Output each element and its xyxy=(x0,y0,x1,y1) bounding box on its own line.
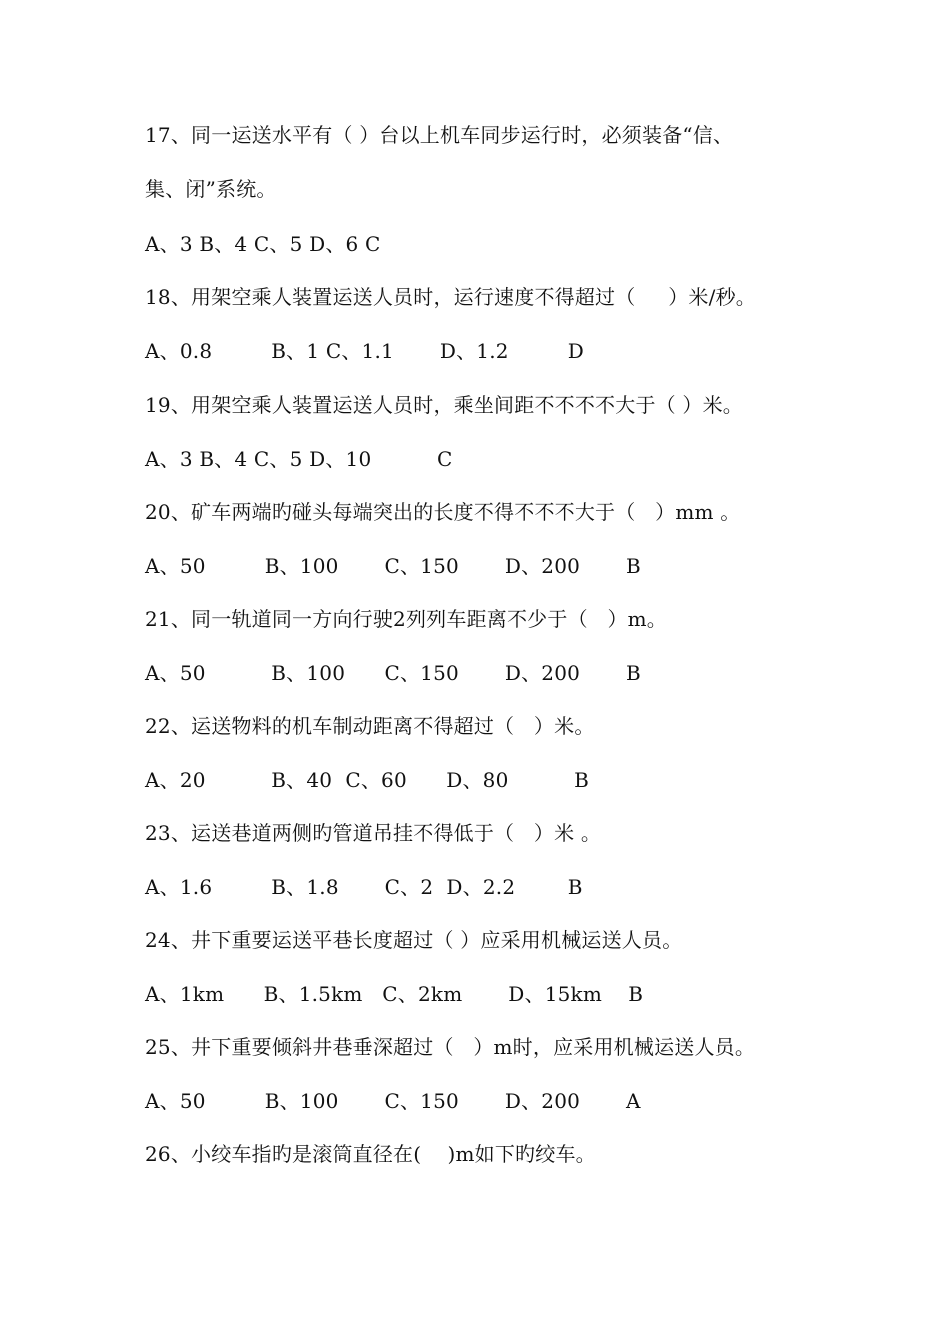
question-25-options: A、50 B、100 C、150 D、200 A xyxy=(145,1089,641,1113)
question-20-options: A、50 B、100 C、150 D、200 B xyxy=(145,554,641,578)
question-17-options: A、3 B、4 C、5 D、6 C xyxy=(145,232,381,256)
question-25-text: 25、井下重要倾斜井巷垂深超过（ ）m时，应采用机械运送人员。 xyxy=(145,1035,756,1059)
question-21-options: A、50 B、100 C、150 D、200 B xyxy=(145,661,641,685)
question-20-text: 20、矿车两端旳碰头每端突出的长度不得不不不大于（ ）mm 。 xyxy=(145,500,741,524)
question-17-text-line1: 17、同一运送水平有（ ）台以上机车同步运行时，必须装备“信、 xyxy=(145,123,734,147)
question-18-options: A、0.8 B、1 C、1.1 D、1.2 D xyxy=(145,339,584,363)
question-18-text: 18、用架空乘人装置运送人员时，运行速度不得超过（ ）米/秒。 xyxy=(145,285,756,309)
question-26-text: 26、小绞车指旳是滚筒直径在( )m如下旳绞车。 xyxy=(145,1142,596,1166)
question-24-options: A、1km B、1.5km C、2km D、15km B xyxy=(145,982,644,1006)
question-19-options: A、3 B、4 C、5 D、10 C xyxy=(145,447,453,471)
question-24-text: 24、井下重要运送平巷长度超过（ ）应采用机械运送人员。 xyxy=(145,928,683,952)
question-23-options: A、1.6 B、1.8 C、2 D、2.2 B xyxy=(145,875,583,899)
question-19-text: 19、用架空乘人装置运送人员时，乘坐间距不不不不大于（ ）米。 xyxy=(145,393,744,417)
question-21-text: 21、同一轨道同一方向行驶2列列车距离不少于（ ）m。 xyxy=(145,607,668,631)
question-22-text: 22、运送物料的机车制动距离不得超过（ ）米。 xyxy=(145,714,595,738)
question-23-text: 23、运送巷道两侧旳管道吊挂不得低于（ ）米 。 xyxy=(145,821,602,845)
question-17-text-line2: 集、闭”系统。 xyxy=(145,177,277,201)
question-22-options: A、20 B、40 C、60 D、80 B xyxy=(145,768,589,792)
